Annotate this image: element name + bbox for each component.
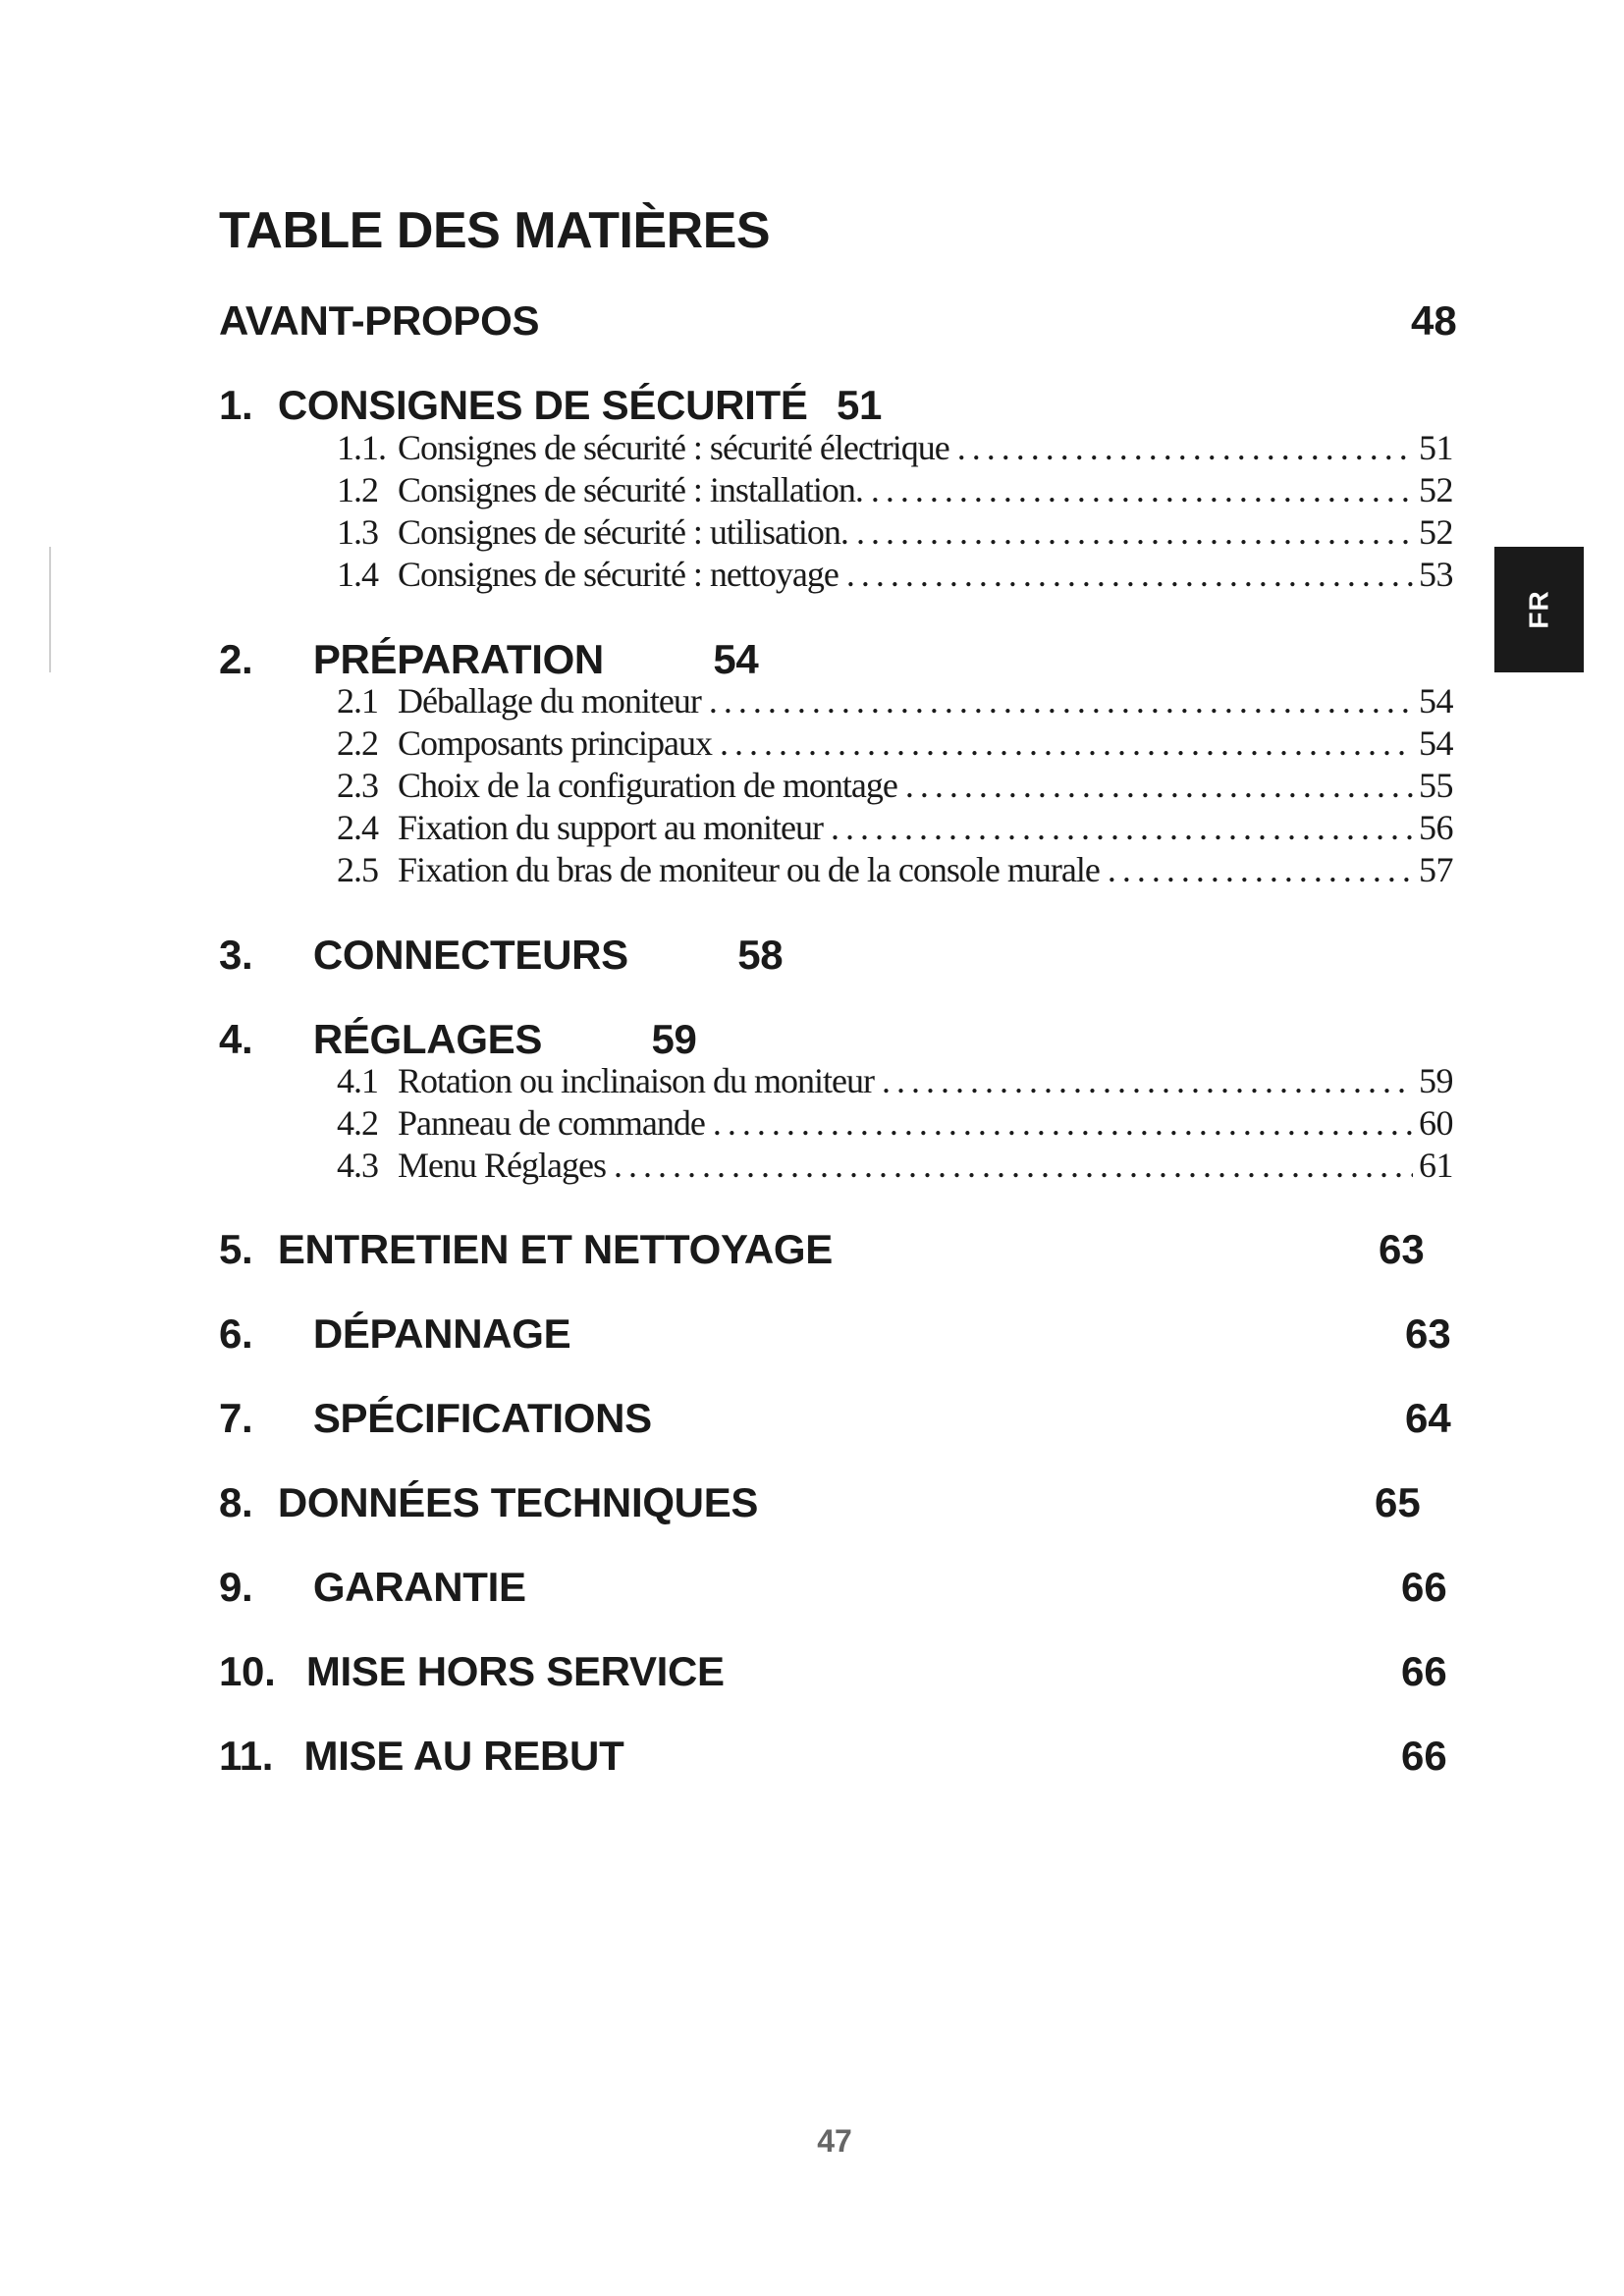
subsection-number: 2.2	[337, 723, 378, 763]
toc-section-3[interactable]	[219, 934, 783, 976]
toc-section-2[interactable]	[219, 636, 759, 682]
subsection-text: Rotation ou inclinaison du moniteur	[398, 1061, 874, 1100]
dot-leader	[614, 1146, 1413, 1185]
subsection-text: Consignes de sécurité : nettoyage	[398, 555, 839, 594]
section-label: MISE AU REBUT	[303, 1733, 624, 1779]
language-tab	[1494, 547, 1584, 672]
subsection-number: 4.2	[337, 1103, 378, 1143]
section-page-number: 48	[1411, 297, 1457, 344]
toc-subsection-1-2[interactable]	[337, 470, 1453, 509]
subsection-page-number: 61	[1419, 1146, 1453, 1185]
subsection-page-number: 55	[1419, 766, 1453, 805]
section-number: 10.	[219, 1648, 276, 1694]
section-number: 1.	[219, 382, 253, 428]
subsection-text: Choix de la configuration de montage	[398, 766, 897, 805]
margin-rule	[49, 547, 51, 672]
section-page-number: 66	[1401, 1648, 1447, 1694]
dot-leader	[856, 512, 1413, 552]
subsection-text: Consignes de sécurité : utilisation.	[398, 512, 848, 552]
subsection-text: Panneau de commande	[398, 1103, 705, 1143]
language-tab-label: FR	[1523, 590, 1554, 629]
section-label: PRÉPARATION	[312, 636, 604, 682]
toc-subsection-4-1[interactable]	[337, 1061, 1453, 1100]
toc-subsection-4-3[interactable]	[337, 1146, 1453, 1185]
toc-subsection-2-3[interactable]	[337, 766, 1453, 805]
toc-section-6[interactable]	[219, 1310, 571, 1357]
toc-section-11[interactable]	[219, 1735, 623, 1777]
dot-leader	[720, 723, 1413, 763]
dot-leader	[905, 766, 1413, 805]
section-label: ENTRETIEN ET NETTOYAGE	[277, 1226, 833, 1272]
section-number: 4.	[219, 1016, 253, 1062]
toc-subsection-2-2[interactable]	[337, 723, 1453, 763]
section-label: DONNÉES TECHNIQUES	[277, 1479, 759, 1525]
section-page-number: 59	[651, 1016, 697, 1062]
section-label: RÉGLAGES	[312, 1016, 543, 1062]
subsection-number: 4.1	[337, 1061, 378, 1100]
section-page-number: 63	[1405, 1310, 1451, 1357]
section-number: 8.	[219, 1479, 253, 1525]
section-page-number: 65	[1375, 1479, 1421, 1525]
subsection-page-number: 57	[1419, 850, 1453, 889]
section-number: 5.	[219, 1226, 253, 1272]
dot-leader	[709, 681, 1413, 721]
section-page-number: 51	[836, 382, 883, 428]
toc-section-5[interactable]	[219, 1226, 833, 1272]
toc-subsection-2-1[interactable]	[337, 681, 1453, 721]
section-label: CONNECTEURS	[312, 932, 628, 978]
toc-section-foreword[interactable]	[219, 297, 540, 344]
toc-subsection-2-5[interactable]	[337, 850, 1453, 889]
section-number: 7.	[219, 1395, 253, 1441]
section-page-number: 66	[1401, 1733, 1447, 1779]
subsection-number: 1.1.	[337, 428, 386, 467]
section-label: SPÉCIFICATIONS	[312, 1395, 652, 1441]
subsection-text: Déballage du moniteur	[398, 681, 701, 721]
subsection-text: Consignes de sécurité : installation.	[398, 470, 863, 509]
dot-leader	[713, 1103, 1413, 1143]
toc-section-8[interactable]	[219, 1479, 759, 1525]
dot-leader	[882, 1061, 1413, 1100]
subsection-number: 1.4	[337, 555, 378, 594]
subsection-text: Fixation du support au moniteur	[398, 808, 823, 847]
subsection-page-number: 60	[1419, 1103, 1453, 1143]
subsection-number: 2.4	[337, 808, 378, 847]
section-label: MISE HORS SERVICE	[305, 1648, 725, 1694]
subsection-page-number: 54	[1419, 681, 1453, 721]
section-number: 2.	[219, 636, 253, 682]
subsection-page-number: 54	[1419, 723, 1453, 763]
toc-section-1[interactable]	[219, 382, 883, 428]
toc-subsection-1-3[interactable]	[337, 512, 1453, 552]
subsection-number: 2.1	[337, 681, 378, 721]
toc-subsection-1-1[interactable]	[337, 428, 1453, 467]
section-page-number: 58	[737, 932, 784, 978]
toc-subsection-1-4[interactable]	[337, 555, 1453, 594]
dot-leader	[871, 470, 1413, 509]
section-label: CONSIGNES DE SÉCURITÉ	[277, 382, 808, 428]
subsection-text: Fixation du bras de moniteur ou de la console murale	[398, 850, 1100, 889]
subsection-page-number: 52	[1419, 512, 1453, 552]
footer-page-number: 47	[817, 2123, 852, 2159]
subsection-page-number: 51	[1419, 428, 1453, 467]
section-label: AVANT-PROPOS	[219, 297, 540, 344]
toc-subsection-2-4[interactable]	[337, 808, 1453, 847]
section-number: 3.	[219, 932, 253, 978]
subsection-page-number: 56	[1419, 808, 1453, 847]
toc-section-9[interactable]	[219, 1564, 526, 1610]
subsection-number: 1.3	[337, 512, 378, 552]
subsection-text: Composants principaux	[398, 723, 712, 763]
subsection-number: 4.3	[337, 1146, 378, 1185]
page-title: TABLE DES MATIÈRES	[219, 202, 771, 259]
toc-section-10[interactable]	[219, 1648, 725, 1694]
dot-leader	[957, 428, 1413, 467]
section-number: 9.	[219, 1564, 253, 1610]
subsection-page-number: 59	[1419, 1061, 1453, 1100]
dot-leader	[1108, 850, 1413, 889]
subsection-text: Menu Réglages	[398, 1146, 606, 1185]
section-page-number: 54	[713, 636, 759, 682]
section-page-number: 64	[1405, 1395, 1451, 1441]
section-number: 11.	[219, 1733, 274, 1779]
subsection-page-number: 53	[1419, 555, 1453, 594]
section-number: 6.	[219, 1310, 253, 1357]
toc-section-4[interactable]	[219, 1016, 697, 1062]
section-page-number: 66	[1401, 1564, 1447, 1610]
dot-leader	[831, 808, 1413, 847]
section-label: GARANTIE	[312, 1564, 526, 1610]
subsection-number: 2.3	[337, 766, 378, 805]
subsection-text: Consignes de sécurité : sécurité électrique	[398, 428, 949, 467]
section-label: DÉPANNAGE	[312, 1310, 571, 1357]
dot-leader	[846, 555, 1413, 594]
toc-section-7[interactable]	[219, 1395, 652, 1441]
subsection-number: 1.2	[337, 470, 378, 509]
subsection-page-number: 52	[1419, 470, 1453, 509]
section-page-number: 63	[1379, 1226, 1425, 1272]
toc-subsection-4-2[interactable]	[337, 1103, 1453, 1143]
subsection-number: 2.5	[337, 850, 378, 889]
